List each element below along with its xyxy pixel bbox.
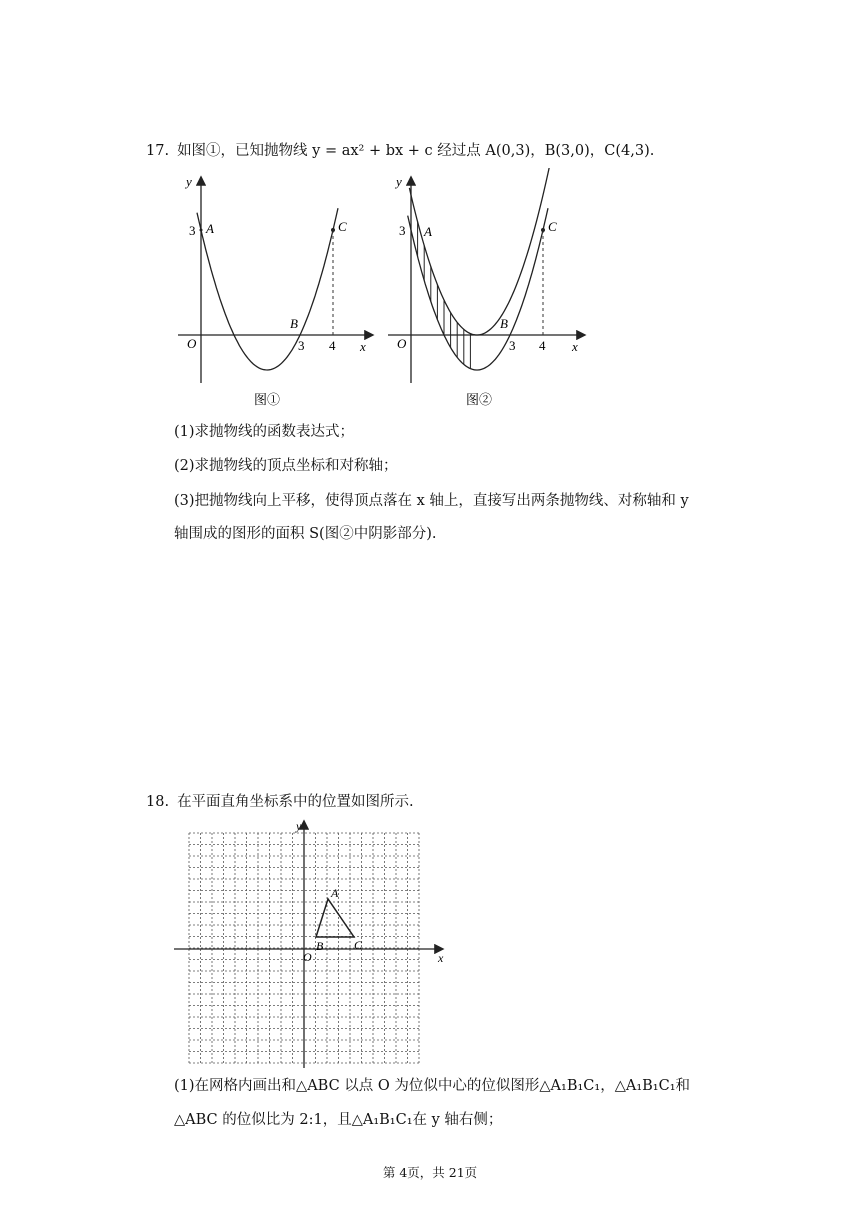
q18-stem-line <box>146 792 414 812</box>
x-axis-label: x <box>438 951 444 965</box>
point-C <box>541 228 545 232</box>
point-A <box>200 229 203 232</box>
label-C: C <box>548 219 557 234</box>
label-C: C <box>354 938 363 952</box>
q17-figure-1 <box>170 168 385 413</box>
label-A: A <box>331 886 339 900</box>
tick-3-y: 3 <box>189 223 196 238</box>
label-A: A <box>206 221 214 236</box>
triangle-ABC <box>316 899 354 937</box>
x-axis-label: x <box>572 339 578 354</box>
figure-caption: 图① <box>254 392 281 407</box>
parabola-curve <box>197 208 338 370</box>
q18-part1-line2: △ABC 的位似比为 2:1，且△A₁B₁C₁在 y 轴右侧； <box>174 1112 503 1128</box>
y-axis-label: y <box>296 819 302 833</box>
q18-number: 18. <box>146 794 170 810</box>
q17-stem: 如图①，已知抛物线 y = ax² + bx + c 经过点 A(0,3)，B(3,0)，C(4,3). <box>177 143 655 159</box>
label-B: B <box>500 316 508 331</box>
y-axis-label: y <box>186 174 192 189</box>
origin-label: O <box>397 336 407 351</box>
q17-figure-2 <box>382 168 592 413</box>
q18-grid-figure <box>170 818 455 1070</box>
q17-part1: (1)求抛物线的函数表达式； <box>174 424 355 440</box>
tick-3-x: 3 <box>509 338 516 353</box>
q18-stem: 在平面直角坐标系中的位置如图所示. <box>177 794 414 810</box>
shaded-region-hatching <box>418 222 471 369</box>
q17-part2: (2)求抛物线的顶点坐标和对称轴； <box>174 458 398 474</box>
label-A: A <box>424 224 432 239</box>
q17-number: 17. <box>146 143 170 159</box>
figure-caption: 图② <box>466 392 493 407</box>
q18-part1-line1: (1)在网格内画出和△ABC 以点 O 为位似中心的位似图形△A₁B₁C₁，△A₁B₁C₁和 <box>174 1078 691 1094</box>
page-footer: 第 4页，共 21页 <box>382 1165 478 1180</box>
point-C <box>331 228 335 232</box>
y-axis-label: y <box>396 174 402 189</box>
tick-4-x: 4 <box>329 338 336 353</box>
q17-stem-line <box>146 141 654 161</box>
x-axis-label: x <box>360 339 366 354</box>
tick-3-y: 3 <box>399 223 406 238</box>
tick-4-x: 4 <box>539 338 546 353</box>
q17-part3-line1: (3)把抛物线向上平移，使得顶点落在 x 轴上，直接写出两条抛物线、对称轴和 y <box>174 493 689 509</box>
origin-label: O <box>303 950 312 964</box>
label-B: B <box>290 316 298 331</box>
label-C: C <box>338 219 347 234</box>
label-B: B <box>316 939 324 953</box>
origin-label: O <box>187 336 197 351</box>
tick-3-x: 3 <box>298 338 305 353</box>
shifted-parabola-curve <box>409 168 561 335</box>
q17-part3-line2: 轴围成的图形的面积 S(图②中阴影部分). <box>174 526 437 542</box>
